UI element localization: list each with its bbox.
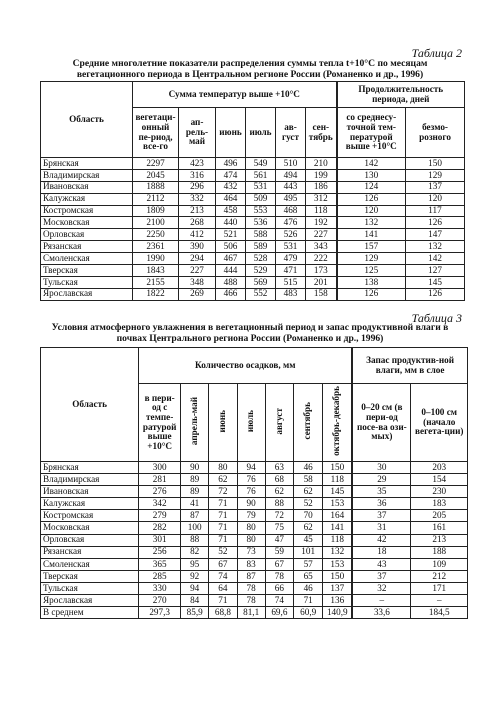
region-name-cell: Калужская bbox=[41, 498, 139, 510]
region-name-cell: Орловская bbox=[41, 534, 139, 546]
value-cell: 213 bbox=[179, 205, 216, 217]
value-cell: 67 bbox=[209, 558, 237, 570]
value-cell: 476 bbox=[276, 217, 306, 229]
value-cell: 164 bbox=[323, 510, 352, 522]
table-row bbox=[41, 217, 465, 229]
value-cell: 227 bbox=[306, 229, 337, 241]
value-cell: 130 bbox=[337, 169, 406, 181]
value-cell: 79 bbox=[237, 510, 265, 522]
value-cell: 80 bbox=[209, 462, 237, 474]
value-cell: 66 bbox=[265, 582, 293, 594]
table-row bbox=[41, 498, 468, 510]
value-cell: 510 bbox=[276, 158, 306, 170]
value-cell: 515 bbox=[276, 276, 306, 288]
value-cell: 468 bbox=[276, 205, 306, 217]
value-cell: 2297 bbox=[133, 158, 179, 170]
table3-header-precip: Количество осадков, мм bbox=[139, 348, 352, 384]
value-cell: 65 bbox=[293, 570, 322, 582]
value-cell: 294 bbox=[179, 253, 216, 265]
value-cell: 528 bbox=[246, 253, 276, 265]
value-cell: 561 bbox=[246, 169, 276, 181]
region-name-cell: В среднем bbox=[41, 607, 139, 619]
value-cell: 52 bbox=[293, 498, 322, 510]
region-name-cell: Ярославская bbox=[41, 288, 133, 300]
value-cell: 92 bbox=[181, 570, 209, 582]
value-cell: 471 bbox=[276, 265, 306, 277]
value-cell: 365 bbox=[139, 558, 181, 570]
value-cell: 281 bbox=[139, 474, 181, 486]
value-cell: 101 bbox=[293, 546, 322, 558]
value-cell: 62 bbox=[265, 486, 293, 498]
region-name-cell: Тверская bbox=[41, 265, 133, 277]
value-cell: 72 bbox=[265, 510, 293, 522]
value-cell: 129 bbox=[337, 253, 406, 265]
value-cell: 279 bbox=[139, 510, 181, 522]
table3-col-0-20: 0–20 см (в пери-од посе-ва ози-мых) bbox=[352, 384, 411, 462]
value-cell: 64 bbox=[209, 582, 237, 594]
table-row bbox=[41, 595, 468, 607]
value-cell: 142 bbox=[406, 253, 465, 265]
region-name-cell: Рязанская bbox=[41, 241, 133, 253]
value-cell: 474 bbox=[216, 169, 246, 181]
value-cell: 1809 bbox=[133, 205, 179, 217]
value-cell: 126 bbox=[406, 217, 465, 229]
value-cell: 118 bbox=[306, 205, 337, 217]
value-cell: 227 bbox=[179, 265, 216, 277]
value-cell: 129 bbox=[406, 169, 465, 181]
value-cell: 332 bbox=[179, 193, 216, 205]
value-cell: 1990 bbox=[133, 253, 179, 265]
value-cell: 29 bbox=[352, 474, 411, 486]
table-row bbox=[41, 205, 465, 217]
region-name-cell: Владимирская bbox=[41, 474, 139, 486]
table3-col-month: июль bbox=[245, 410, 256, 433]
value-cell: 90 bbox=[181, 462, 209, 474]
value-cell: 316 bbox=[179, 169, 216, 181]
value-cell: 32 bbox=[352, 582, 411, 594]
value-cell: 62 bbox=[209, 474, 237, 486]
value-cell: 82 bbox=[181, 546, 209, 558]
value-cell: 466 bbox=[216, 288, 246, 300]
value-cell: 1888 bbox=[133, 181, 179, 193]
value-cell: 173 bbox=[306, 265, 337, 277]
value-cell: 71 bbox=[209, 498, 237, 510]
table-row bbox=[41, 486, 468, 498]
value-cell: 186 bbox=[306, 181, 337, 193]
value-cell: 68 bbox=[265, 474, 293, 486]
value-cell: 120 bbox=[406, 193, 465, 205]
value-cell: 488 bbox=[216, 276, 246, 288]
value-cell: – bbox=[411, 595, 468, 607]
value-cell: 509 bbox=[246, 193, 276, 205]
table3-col-month: апрель-май bbox=[188, 397, 199, 446]
table2-col-header: июль bbox=[246, 108, 276, 158]
value-cell: 330 bbox=[139, 582, 181, 594]
value-cell: 2112 bbox=[133, 193, 179, 205]
table3-col-month: сентябрь bbox=[302, 402, 313, 440]
value-cell: 137 bbox=[406, 181, 465, 193]
value-cell: 343 bbox=[306, 241, 337, 253]
table2-header-oblast: Область bbox=[41, 82, 133, 158]
value-cell: 256 bbox=[139, 546, 181, 558]
value-cell: 71 bbox=[293, 595, 322, 607]
value-cell: 276 bbox=[139, 486, 181, 498]
value-cell: 521 bbox=[216, 229, 246, 241]
value-cell: 80 bbox=[237, 522, 265, 534]
value-cell: 94 bbox=[181, 582, 209, 594]
value-cell: 30 bbox=[352, 462, 411, 474]
value-cell: 205 bbox=[411, 510, 468, 522]
value-cell: 71 bbox=[209, 595, 237, 607]
value-cell: 73 bbox=[237, 546, 265, 558]
value-cell: 142 bbox=[337, 158, 406, 170]
value-cell: 201 bbox=[306, 276, 337, 288]
region-name-cell: Тульская bbox=[41, 582, 139, 594]
table-row bbox=[41, 474, 468, 486]
value-cell: 74 bbox=[265, 595, 293, 607]
table-row bbox=[41, 582, 468, 594]
value-cell: 268 bbox=[179, 217, 216, 229]
value-cell: 145 bbox=[406, 276, 465, 288]
table-row bbox=[41, 607, 468, 619]
value-cell: 184,5 bbox=[411, 607, 468, 619]
region-name-cell: Костромская bbox=[41, 205, 133, 217]
region-name-cell: Московская bbox=[41, 522, 139, 534]
value-cell: 141 bbox=[323, 522, 352, 534]
value-cell: 59 bbox=[265, 546, 293, 558]
value-cell: 137 bbox=[323, 582, 352, 594]
table2 bbox=[40, 81, 465, 301]
value-cell: 132 bbox=[406, 241, 465, 253]
table2-col-header: июнь bbox=[216, 108, 246, 158]
region-name-cell: Ивановская bbox=[41, 486, 139, 498]
value-cell: 35 bbox=[352, 486, 411, 498]
table3-label: Таблица 3 bbox=[411, 311, 462, 325]
table2-col-header: ап-рель-май bbox=[179, 108, 216, 158]
value-cell: 300 bbox=[139, 462, 181, 474]
value-cell: 526 bbox=[276, 229, 306, 241]
value-cell: 494 bbox=[276, 169, 306, 181]
region-name-cell: Тульская bbox=[41, 276, 133, 288]
value-cell: 117 bbox=[406, 205, 465, 217]
region-name-cell: Московская bbox=[41, 217, 133, 229]
table3 bbox=[40, 347, 468, 619]
value-cell: 78 bbox=[237, 595, 265, 607]
value-cell: 588 bbox=[246, 229, 276, 241]
region-name-cell: Ивановская bbox=[41, 181, 133, 193]
table3-header-oblast: Область bbox=[41, 348, 139, 462]
region-name-cell: Смоленская bbox=[41, 253, 133, 265]
value-cell: 125 bbox=[337, 265, 406, 277]
value-cell: 495 bbox=[276, 193, 306, 205]
table3-col-period: в пери-од с темпе-ратурой выше +10°С bbox=[139, 384, 181, 462]
value-cell: 432 bbox=[216, 181, 246, 193]
value-cell: 100 bbox=[181, 522, 209, 534]
value-cell: 88 bbox=[181, 534, 209, 546]
value-cell: 213 bbox=[411, 534, 468, 546]
value-cell: 42 bbox=[352, 534, 411, 546]
table-row bbox=[41, 522, 468, 534]
value-cell: 126 bbox=[406, 288, 465, 300]
table3-title: Условия атмосферного увлажнения в вегетационный период и запас продуктивной влаги в почвах Центрального региона России (Романенко и др., 1996) bbox=[51, 322, 449, 344]
value-cell: 62 bbox=[293, 486, 322, 498]
value-cell: 132 bbox=[337, 217, 406, 229]
value-cell: 89 bbox=[181, 474, 209, 486]
value-cell: 81,1 bbox=[237, 607, 265, 619]
value-cell: 94 bbox=[237, 462, 265, 474]
value-cell: 479 bbox=[276, 253, 306, 265]
value-cell: 58 bbox=[293, 474, 322, 486]
value-cell: 222 bbox=[306, 253, 337, 265]
table2-col-header: вегетаци-онный пе-риод, все-го bbox=[133, 108, 179, 158]
value-cell: 183 bbox=[411, 498, 468, 510]
value-cell: 36 bbox=[352, 498, 411, 510]
value-cell: 549 bbox=[246, 158, 276, 170]
table-row bbox=[41, 158, 465, 170]
value-cell: 458 bbox=[216, 205, 246, 217]
region-name-cell: Рязанская bbox=[41, 546, 139, 558]
value-cell: 157 bbox=[337, 241, 406, 253]
value-cell: 83 bbox=[237, 558, 265, 570]
value-cell: 269 bbox=[179, 288, 216, 300]
value-cell: 70 bbox=[293, 510, 322, 522]
table2-header-sum: Сумма температур выше +10°С bbox=[133, 82, 337, 108]
value-cell: 60,9 bbox=[293, 607, 322, 619]
value-cell: 62 bbox=[293, 522, 322, 534]
value-cell: 467 bbox=[216, 253, 246, 265]
region-name-cell: Костромская bbox=[41, 510, 139, 522]
value-cell: 68,8 bbox=[209, 607, 237, 619]
value-cell: 150 bbox=[323, 570, 352, 582]
value-cell: 90 bbox=[237, 498, 265, 510]
value-cell: 464 bbox=[216, 193, 246, 205]
value-cell: 423 bbox=[179, 158, 216, 170]
table2-col-header: ав-густ bbox=[276, 108, 306, 158]
value-cell: 301 bbox=[139, 534, 181, 546]
value-cell: 552 bbox=[246, 288, 276, 300]
value-cell: 63 bbox=[265, 462, 293, 474]
value-cell: 46 bbox=[293, 462, 322, 474]
value-cell: 312 bbox=[306, 193, 337, 205]
table2-title: Средние многолетние показатели распределения суммы тепла t+10°С по месяцам вегетационного периода в Центральном регионе России (Романенко и др., 1996) bbox=[72, 58, 428, 80]
value-cell: 89 bbox=[181, 486, 209, 498]
table-row bbox=[41, 193, 465, 205]
value-cell: 529 bbox=[246, 265, 276, 277]
value-cell: 57 bbox=[293, 558, 322, 570]
table-row bbox=[41, 241, 465, 253]
value-cell: 71 bbox=[209, 534, 237, 546]
table-row bbox=[41, 558, 468, 570]
value-cell: 75 bbox=[265, 522, 293, 534]
table2-col-header: безмо-розного bbox=[406, 108, 465, 158]
value-cell: 483 bbox=[276, 288, 306, 300]
value-cell: 2155 bbox=[133, 276, 179, 288]
value-cell: 71 bbox=[209, 522, 237, 534]
value-cell: 297,3 bbox=[139, 607, 181, 619]
value-cell: 154 bbox=[411, 474, 468, 486]
value-cell: 282 bbox=[139, 522, 181, 534]
value-cell: 147 bbox=[406, 229, 465, 241]
value-cell: 1822 bbox=[133, 288, 179, 300]
table3-col-0-100: 0–100 см (начало вегета-ции) bbox=[411, 384, 468, 462]
table-row bbox=[41, 534, 468, 546]
value-cell: 69,6 bbox=[265, 607, 293, 619]
value-cell: 296 bbox=[179, 181, 216, 193]
value-cell: 153 bbox=[323, 498, 352, 510]
table-row bbox=[41, 546, 468, 558]
region-name-cell: Брянская bbox=[41, 462, 139, 474]
value-cell: 150 bbox=[406, 158, 465, 170]
value-cell: 76 bbox=[237, 474, 265, 486]
region-name-cell: Калужская bbox=[41, 193, 133, 205]
value-cell: 188 bbox=[411, 546, 468, 558]
value-cell: 47 bbox=[265, 534, 293, 546]
value-cell: 443 bbox=[276, 181, 306, 193]
value-cell: 1843 bbox=[133, 265, 179, 277]
value-cell: 536 bbox=[246, 217, 276, 229]
value-cell: 46 bbox=[293, 582, 322, 594]
table3-col-month: октябрь-декабрь bbox=[331, 386, 342, 457]
value-cell: 41 bbox=[181, 498, 209, 510]
value-cell: 120 bbox=[337, 205, 406, 217]
table2-label: Таблица 2 bbox=[411, 46, 462, 60]
value-cell: 553 bbox=[246, 205, 276, 217]
value-cell: 2361 bbox=[133, 241, 179, 253]
table-row bbox=[41, 265, 465, 277]
value-cell: 52 bbox=[209, 546, 237, 558]
value-cell: 71 bbox=[209, 510, 237, 522]
value-cell: 37 bbox=[352, 510, 411, 522]
table-row bbox=[41, 169, 465, 181]
table3-col-month: август bbox=[273, 407, 284, 435]
value-cell: 126 bbox=[337, 193, 406, 205]
value-cell: 203 bbox=[411, 462, 468, 474]
value-cell: 132 bbox=[323, 546, 352, 558]
value-cell: 158 bbox=[306, 288, 337, 300]
value-cell: 118 bbox=[323, 474, 352, 486]
value-cell: 569 bbox=[246, 276, 276, 288]
value-cell: 348 bbox=[179, 276, 216, 288]
table3-col-month: июнь bbox=[217, 409, 228, 433]
value-cell: 150 bbox=[323, 462, 352, 474]
value-cell: 390 bbox=[179, 241, 216, 253]
value-cell: 88 bbox=[265, 498, 293, 510]
value-cell: 2250 bbox=[133, 229, 179, 241]
value-cell: 496 bbox=[216, 158, 246, 170]
value-cell: 141 bbox=[337, 229, 406, 241]
value-cell: 138 bbox=[337, 276, 406, 288]
value-cell: 440 bbox=[216, 217, 246, 229]
region-name-cell: Владимирская bbox=[41, 169, 133, 181]
value-cell: 210 bbox=[306, 158, 337, 170]
value-cell: 87 bbox=[237, 570, 265, 582]
table-row bbox=[41, 229, 465, 241]
value-cell: 109 bbox=[411, 558, 468, 570]
value-cell: 78 bbox=[265, 570, 293, 582]
value-cell: 171 bbox=[411, 582, 468, 594]
value-cell: 531 bbox=[276, 241, 306, 253]
value-cell: – bbox=[352, 595, 411, 607]
value-cell: 18 bbox=[352, 546, 411, 558]
value-cell: 589 bbox=[246, 241, 276, 253]
value-cell: 270 bbox=[139, 595, 181, 607]
value-cell: 67 bbox=[265, 558, 293, 570]
value-cell: 43 bbox=[352, 558, 411, 570]
region-name-cell: Орловская bbox=[41, 229, 133, 241]
value-cell: 76 bbox=[237, 486, 265, 498]
table-row bbox=[41, 288, 465, 300]
value-cell: 145 bbox=[323, 486, 352, 498]
value-cell: 212 bbox=[411, 570, 468, 582]
table-row bbox=[41, 462, 468, 474]
region-name-cell: Смоленская bbox=[41, 558, 139, 570]
region-name-cell: Ярославская bbox=[41, 595, 139, 607]
value-cell: 127 bbox=[406, 265, 465, 277]
table-row bbox=[41, 276, 465, 288]
value-cell: 78 bbox=[237, 582, 265, 594]
value-cell: 140,9 bbox=[323, 607, 352, 619]
table-row bbox=[41, 253, 465, 265]
table-row bbox=[41, 510, 468, 522]
value-cell: 531 bbox=[246, 181, 276, 193]
value-cell: 118 bbox=[323, 534, 352, 546]
value-cell: 87 bbox=[181, 510, 209, 522]
value-cell: 199 bbox=[306, 169, 337, 181]
value-cell: 126 bbox=[337, 288, 406, 300]
value-cell: 74 bbox=[209, 570, 237, 582]
value-cell: 85,9 bbox=[181, 607, 209, 619]
table-row bbox=[41, 181, 465, 193]
value-cell: 72 bbox=[209, 486, 237, 498]
value-cell: 2045 bbox=[133, 169, 179, 181]
table3-header-moisture: Запас продуктив-ной влаги, мм в слое bbox=[352, 348, 467, 384]
value-cell: 230 bbox=[411, 486, 468, 498]
value-cell: 161 bbox=[411, 522, 468, 534]
value-cell: 45 bbox=[293, 534, 322, 546]
value-cell: 80 bbox=[237, 534, 265, 546]
value-cell: 84 bbox=[181, 595, 209, 607]
value-cell: 342 bbox=[139, 498, 181, 510]
value-cell: 506 bbox=[216, 241, 246, 253]
value-cell: 33,6 bbox=[352, 607, 411, 619]
table2-header-duration: Продолжительность периода, дней bbox=[337, 82, 465, 108]
region-name-cell: Брянская bbox=[41, 158, 133, 170]
table-row bbox=[41, 570, 468, 582]
value-cell: 2100 bbox=[133, 217, 179, 229]
value-cell: 136 bbox=[323, 595, 352, 607]
value-cell: 192 bbox=[306, 217, 337, 229]
value-cell: 444 bbox=[216, 265, 246, 277]
region-name-cell: Тверская bbox=[41, 570, 139, 582]
value-cell: 124 bbox=[337, 181, 406, 193]
value-cell: 31 bbox=[352, 522, 411, 534]
value-cell: 37 bbox=[352, 570, 411, 582]
value-cell: 153 bbox=[323, 558, 352, 570]
value-cell: 412 bbox=[179, 229, 216, 241]
table2-col-header: сен-тябрь bbox=[306, 108, 337, 158]
value-cell: 285 bbox=[139, 570, 181, 582]
value-cell: 95 bbox=[181, 558, 209, 570]
table2-col-header: со среднесу-точной тем-пературой выше +10°С bbox=[337, 108, 406, 158]
